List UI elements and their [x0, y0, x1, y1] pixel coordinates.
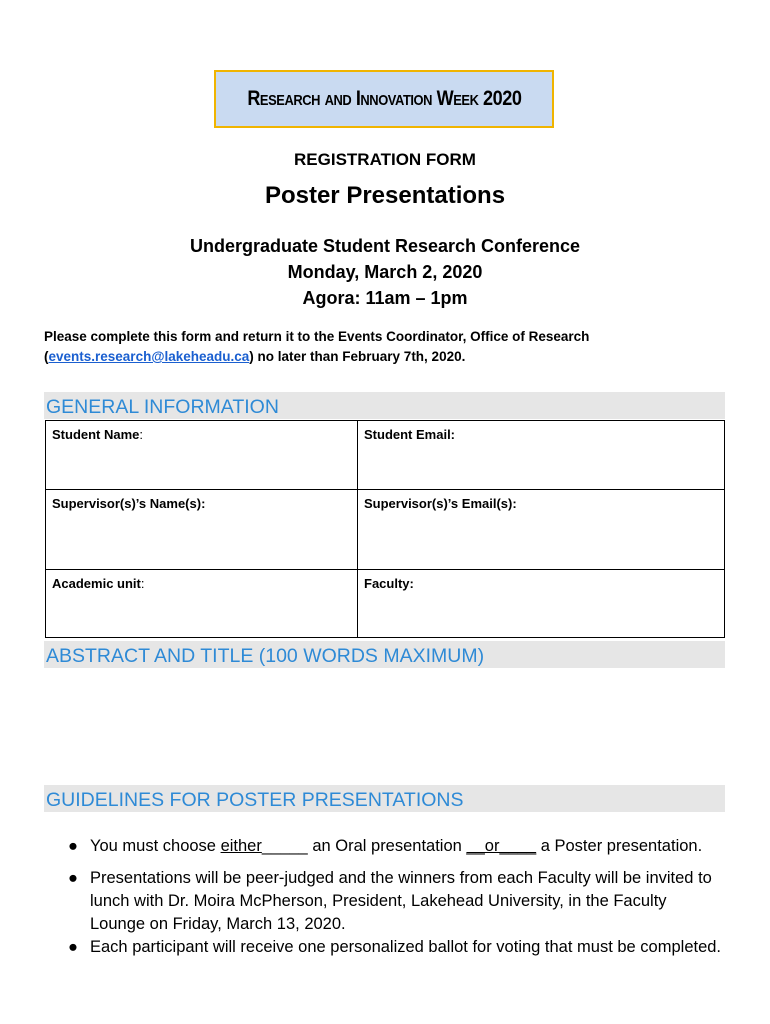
form-label: REGISTRATION FORM	[294, 150, 476, 169]
page-title: Poster Presentations	[264, 182, 506, 209]
conference-location: Agora: 11am – 1pm	[302, 288, 468, 308]
supervisor-name-field[interactable]	[46, 490, 358, 570]
supervisor-email-label: Supervisor(s)’s Email(s):	[364, 496, 517, 511]
banner-title: Research and Innovation Week 2020	[246, 87, 522, 110]
bullet-icon: ●	[68, 938, 78, 956]
conference-info	[0, 233, 770, 311]
student-name-label: Student Name	[52, 427, 140, 442]
section-guidelines: GUIDELINES FOR POSTER PRESENTATIONS	[44, 785, 725, 812]
academic-unit-field[interactable]: Academic unit:	[46, 570, 358, 638]
list-item: ● You must choose either_____ an Oral presentation __or____ a Poster presentation.	[66, 835, 726, 858]
conference-name: Undergraduate Student Research Conference	[189, 236, 581, 256]
faculty-field[interactable]	[358, 570, 725, 638]
academic-unit-label: Academic unit	[52, 576, 141, 591]
list-item	[66, 867, 726, 936]
instructions	[44, 327, 724, 367]
email-link[interactable]: events.research@lakeheadu.ca	[48, 349, 250, 364]
student-name-field[interactable]: Student Name:	[46, 421, 358, 490]
student-email-label: Student Email:	[364, 427, 456, 442]
supervisor-email-field[interactable]	[358, 490, 725, 570]
bullet-icon: ●	[68, 837, 78, 855]
student-email-field[interactable]	[358, 421, 725, 490]
event-banner	[214, 70, 554, 128]
conference-date: Monday, March 2, 2020	[287, 262, 483, 282]
guideline-ballot: Each participant will receive one personalized ballot for voting that must be completed.	[90, 938, 722, 956]
instructions-text-before: Please complete this form and return it to the Events Coordinator, Office of Research (	[44, 329, 590, 364]
supervisor-name-label: Supervisor(s)’s Name(s):	[52, 496, 206, 511]
general-information-table	[45, 420, 725, 638]
faculty-label: Faculty:	[364, 576, 414, 591]
section-abstract: ABSTRACT AND TITLE (100 WORDS MAXIMUM)	[44, 641, 725, 668]
instructions-text-after: ) no later than February 7th, 2020.	[249, 349, 466, 364]
section-general-information: GENERAL INFORMATION	[44, 392, 725, 419]
list-item	[66, 936, 726, 959]
guidelines-list	[66, 835, 726, 968]
guideline-judging: Presentations will be peer-judged and the winners from each Faculty will be invited to lunch with Dr. Moira McPherson, President, Lakehead University, in the Faculty Lounge on Friday, March 13, 2020.	[90, 869, 712, 933]
bullet-icon: ●	[68, 869, 78, 887]
